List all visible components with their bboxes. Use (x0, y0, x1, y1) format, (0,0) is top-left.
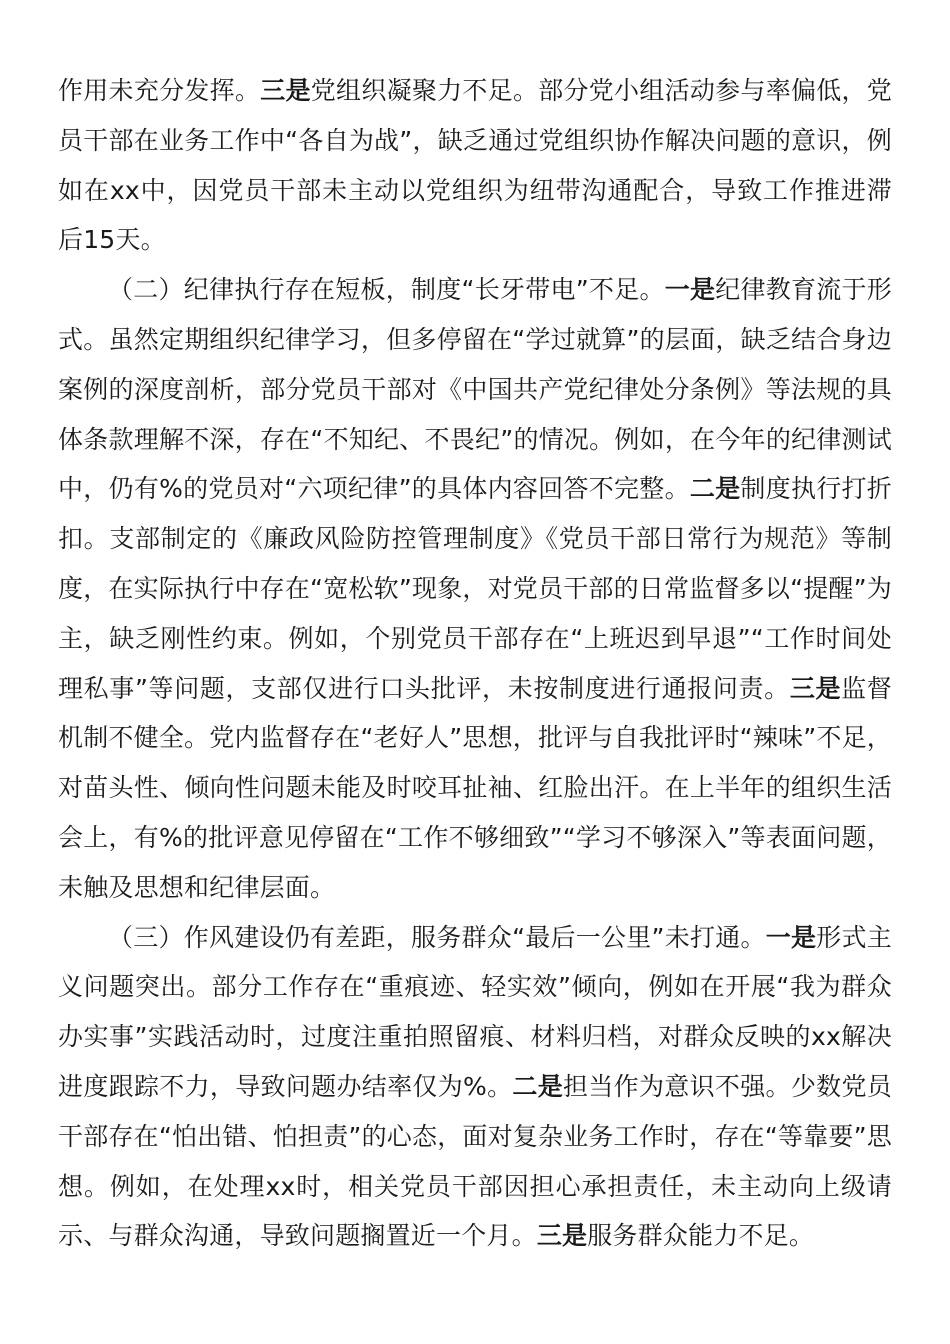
paragraph-text: 服务群众能力不足。 (587, 1221, 815, 1251)
paragraph-text: 制度执行打折扣。支部制定的《廉政风险防控管理制度》《党员干部日常行为规范》等制度，在实际执行中存在“宽松软”现象，对党员干部的日常监督多以“提醒”为主，缺乏刚性约束。例如，个别党员干部存在“上班迟到早退”“工作时间处理私事”等问题，支部仅进行口头批评，未按制度进行通报问责。 (58, 474, 892, 703)
paragraph-text: 党组织凝聚力不足。部分党小组活动参与率偏低，党员干部在业务工作中“各自为战”，缺乏通过党组织协作解决问题的意识，例如在xx中，因党员干部未主动以党组织为纽带沟通配合，导致工作推进滞后15天。 (58, 76, 893, 255)
emphasis-label: 一是 (664, 275, 716, 305)
paragraph-text: 担当作为意识不强。少数党员干部存在“怕出错、怕担责”的心态，面对复杂业务工作时，存在“等靠要”思想。例如，在处理xx时，相关党员干部因担心承担责任，未主动向上级请示、与群众沟通，导致问题搁置近一个月。 (58, 1071, 893, 1251)
section-heading: （二）纪律执行存在短板，制度“长牙带电”不足。 (108, 275, 665, 305)
paragraph-3 (58, 913, 892, 1262)
paragraph-text: 作用未充分发挥。 (58, 76, 261, 105)
emphasis-label: 一是 (765, 922, 817, 952)
emphasis-label: 三是 (789, 673, 842, 703)
paragraph-2 (58, 265, 892, 912)
paragraph-text: 纪律教育流于形式。虽然定期组织纪律学习，但多停留在“学过就算”的层面，缺乏结合身边案例的深度剖析，部分党员干部对《中国共产党纪律处分条例》等法规的具体条款理解不深，存在“不知纪、不畏纪”的情况。例如，在今年的纪律测试中，仍有%的党员对“六项纪律”的具体内容回答不完整。 (58, 275, 892, 504)
emphasis-label: 三是 (260, 76, 311, 105)
paragraph-1 (58, 66, 892, 265)
document-body (58, 66, 892, 1261)
paragraph-text: 形式主义问题突出。部分工作存在“重痕迹、轻实效”倾向，例如在开展“我为群众办实事”实践活动时，过度注重拍照留痕、材料归档，对群众反映的xx解决进度跟踪不力，导致问题办结率仅为%。 (58, 922, 892, 1101)
emphasis-label: 二是 (512, 1071, 564, 1101)
emphasis-label: 二是 (689, 474, 741, 504)
emphasis-label: 三是 (536, 1221, 588, 1251)
paragraph-text: 监督机制不健全。党内监督存在“老好人”思想，批评与自我批评时“辣味”不足，对苗头性、倾向性问题未能及时咬耳扯袖、红脸出汗。在上半年的组织生活会上，有%的批评意见停留在“工作不够细致”“学习不够深入”等表面问题，未触及思想和纪律层面。 (58, 673, 892, 902)
section-heading: （三）作风建设仍有差距，服务群众“最后一公里”未打通。 (108, 922, 766, 952)
